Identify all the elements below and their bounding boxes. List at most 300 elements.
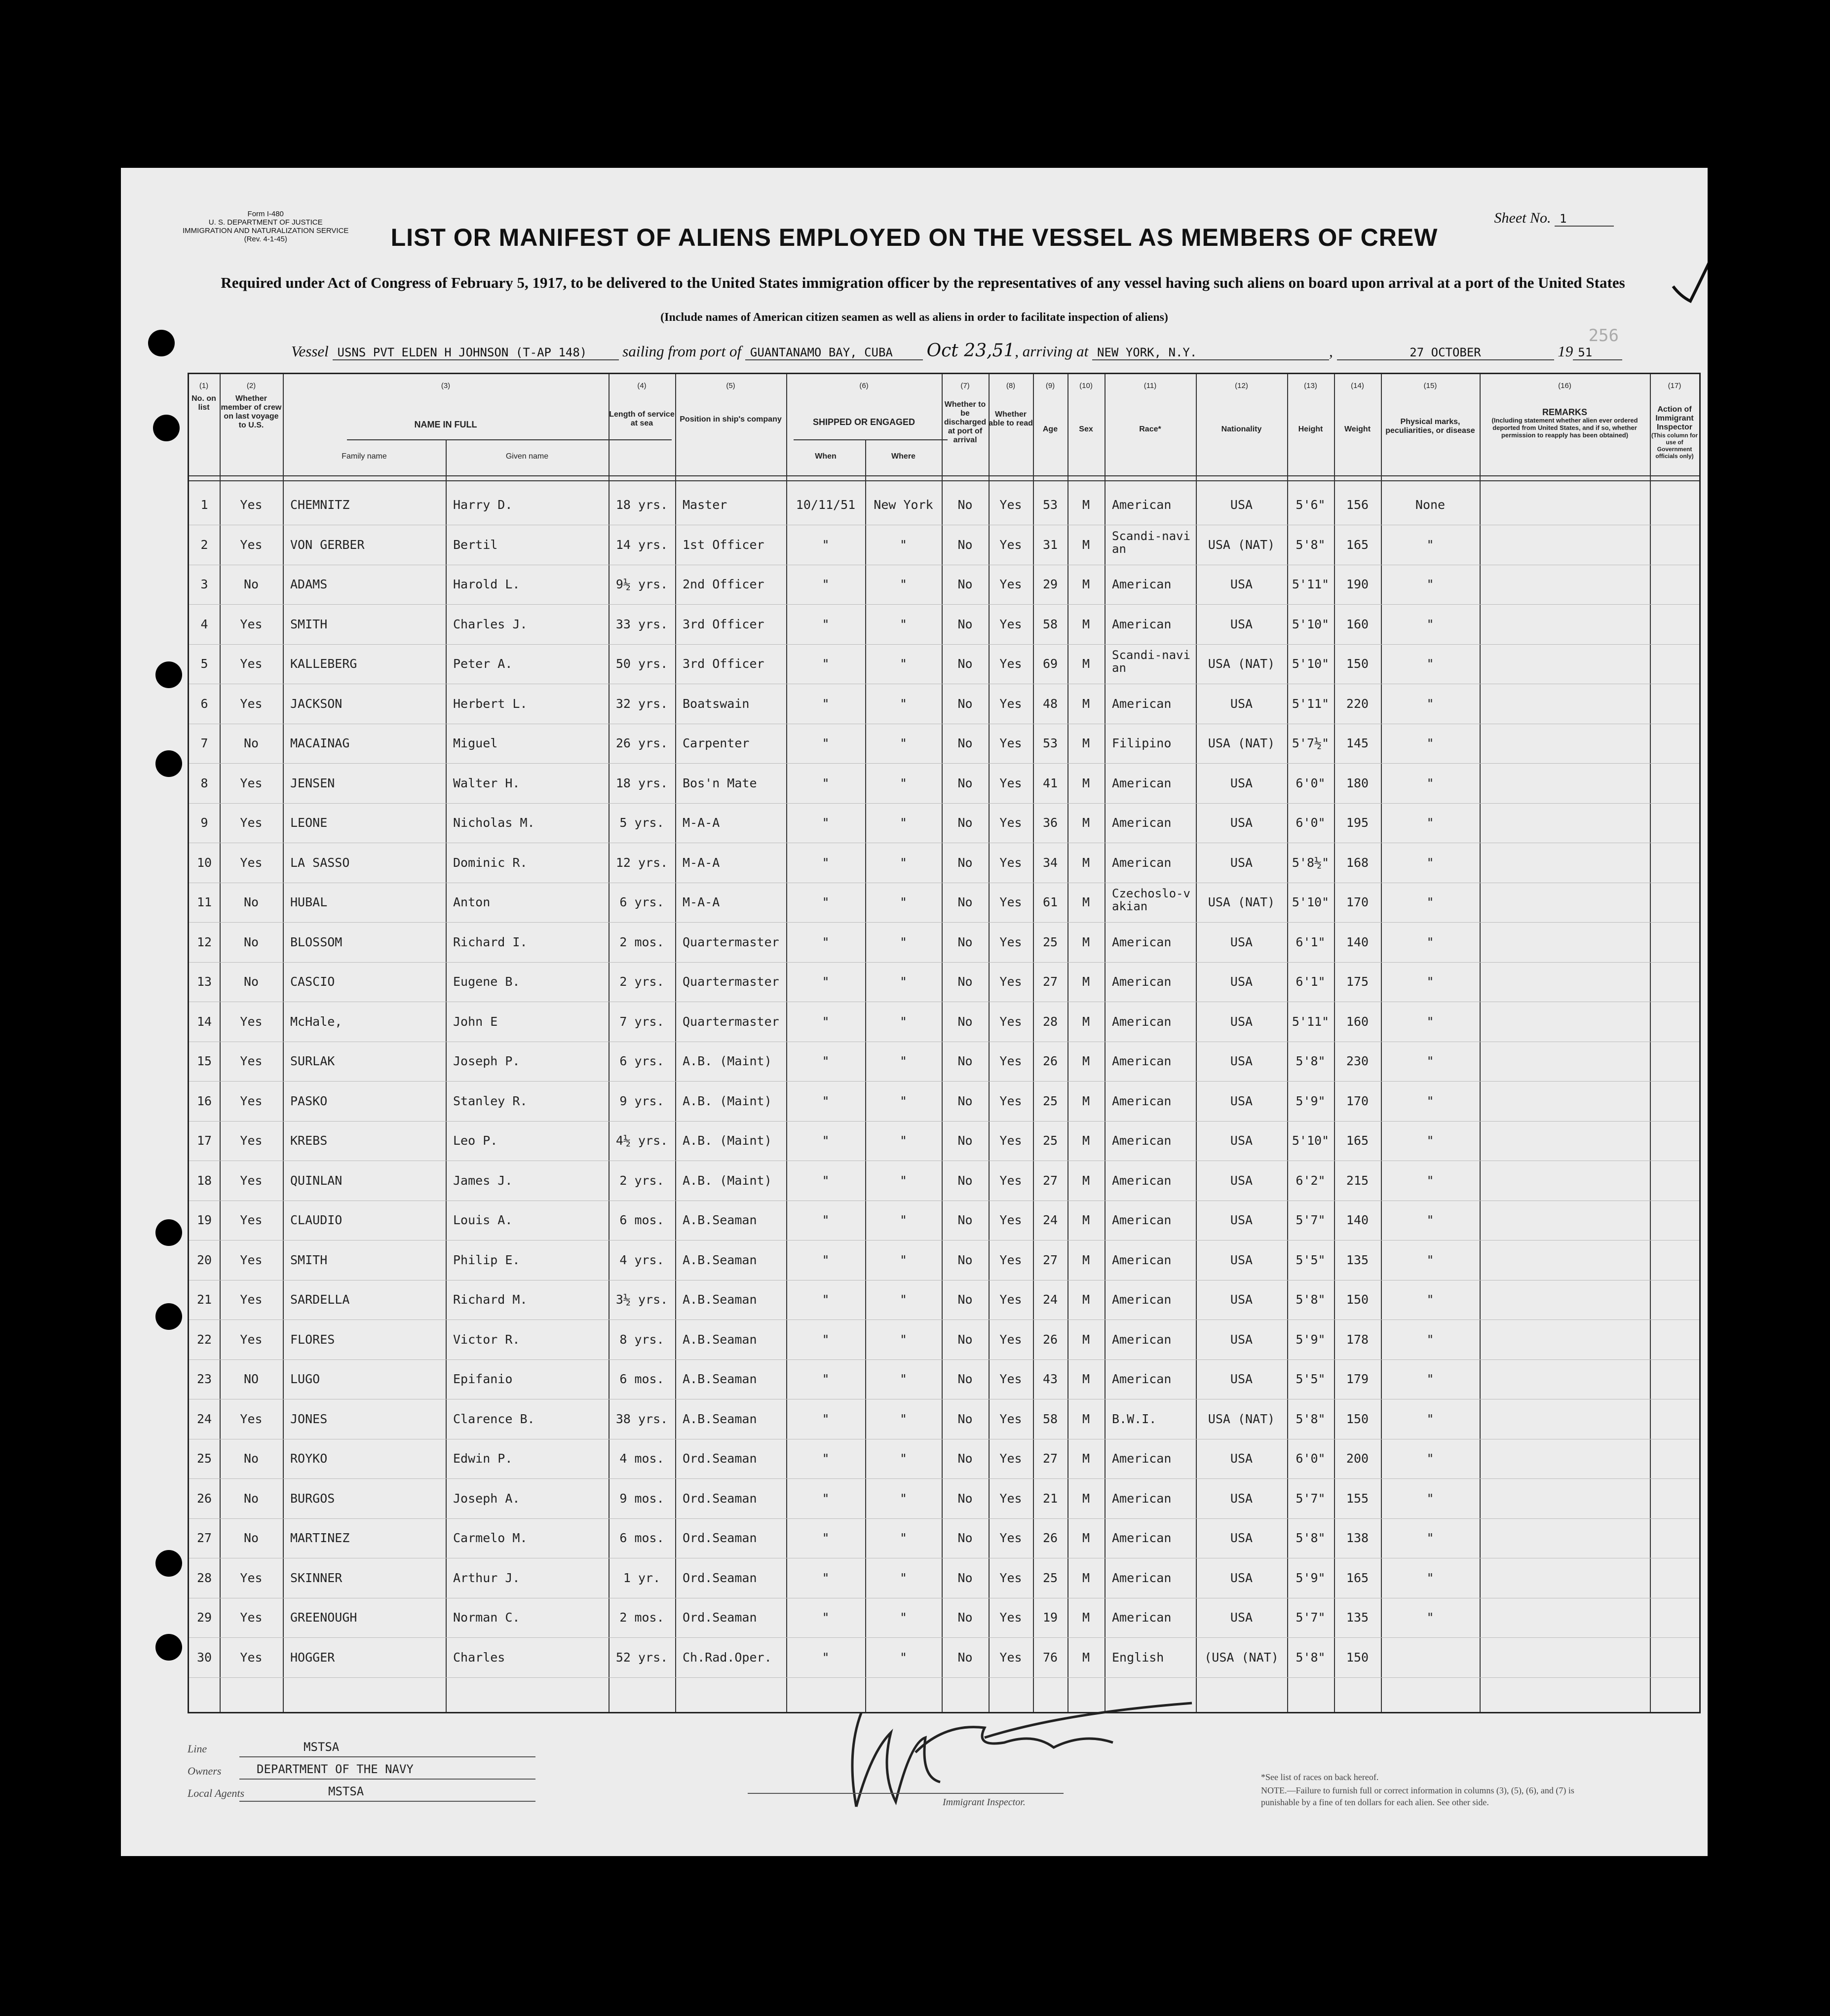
cell-read: Yes (999, 1093, 1022, 1108)
col13-header (1287, 382, 1334, 434)
col4-number: (4) (637, 382, 647, 390)
cell-disch: No (957, 1093, 973, 1108)
cell-read: Yes (999, 1173, 1022, 1188)
cell-when: " (822, 1570, 830, 1585)
cell-no: 7 (200, 736, 208, 750)
row-guide-line (189, 1637, 1699, 1638)
cell-no: 21 (196, 1292, 212, 1307)
cell-age: 25 (1042, 1570, 1058, 1585)
cell-service: 2 mos. (619, 934, 664, 949)
cell-no: 5 (200, 657, 208, 671)
page-stamp: 256 (1588, 326, 1619, 346)
cell-where: " (899, 895, 908, 909)
cell-read: Yes (999, 1570, 1022, 1585)
cell-race: American (1112, 974, 1172, 989)
col4-header (609, 382, 675, 428)
cell-no: 17 (196, 1133, 212, 1148)
column-divider (989, 374, 990, 1712)
cell-position: A.B.Seaman (683, 1372, 757, 1386)
column-divider (1381, 374, 1382, 1712)
cell-prev: No (243, 1531, 259, 1545)
cell-family: MARTINEZ (290, 1531, 350, 1545)
cell-weight: 135 (1346, 1610, 1369, 1625)
cell-no: 25 (196, 1451, 212, 1466)
cell-height: 5'7" (1296, 1491, 1326, 1506)
column-divider (1196, 374, 1197, 1712)
cell-height: 6'0" (1296, 775, 1326, 790)
col5-header (675, 382, 786, 424)
cell-sex: M (1082, 815, 1090, 830)
cell-no: 29 (196, 1610, 212, 1625)
cell-sex: M (1082, 657, 1090, 671)
col14-number: (14) (1351, 382, 1364, 390)
cell-given: Edwin P. (453, 1451, 513, 1466)
col16-number: (16) (1558, 382, 1571, 390)
cell-prev: No (243, 934, 259, 949)
cell-position: 3rd Officer (683, 657, 764, 671)
cell-prev: No (243, 1451, 259, 1466)
cell-age: 58 (1042, 617, 1058, 631)
cell-nat: USA (NAT) (1208, 537, 1275, 552)
cell-position: A.B.Seaman (683, 1292, 757, 1307)
cell-service: 9½ yrs. (615, 577, 668, 591)
cell-height: 5'11" (1292, 577, 1330, 591)
cell-weight: 150 (1346, 1411, 1369, 1426)
cell-family: McHale, (290, 1014, 343, 1029)
cell-no: 8 (200, 775, 208, 790)
cell-family: BLOSSOM (290, 934, 343, 949)
cell-position: M-A-A (683, 815, 720, 830)
cell-where: " (899, 1213, 908, 1227)
cell-when: " (822, 1491, 830, 1506)
cell-prev: Yes (240, 1411, 263, 1426)
cell-read: Yes (999, 1292, 1022, 1307)
col3-label: NAME IN FULL (414, 420, 477, 429)
cell-no: 15 (196, 1054, 212, 1068)
binder-hole-2 (153, 415, 180, 441)
cell-disch: No (957, 1411, 973, 1426)
cell-height: 5'8" (1296, 1650, 1326, 1665)
cell-age: 36 (1042, 815, 1058, 830)
cell-family: ADAMS (290, 577, 328, 591)
col7-number: (7) (960, 382, 970, 390)
cell-nat: USA (1230, 1213, 1253, 1227)
cell-given: Nicholas M. (453, 815, 535, 830)
cell-weight: 178 (1346, 1332, 1369, 1347)
cell-read: Yes (999, 1014, 1022, 1029)
cell-sex: M (1082, 974, 1090, 989)
binder-hole-4 (155, 750, 182, 777)
cell-height: 5'10" (1292, 895, 1330, 909)
cell-read: Yes (999, 1372, 1022, 1386)
cell-family: KREBS (290, 1133, 328, 1148)
agents-label: Local Agents (188, 1787, 245, 1799)
cell-race: B.W.I. (1112, 1411, 1157, 1426)
cell-prev: Yes (240, 1650, 263, 1665)
cell-read: Yes (999, 775, 1022, 790)
cell-prev: Yes (240, 1054, 263, 1068)
cell-given: Charles J. (453, 617, 528, 631)
cell-service: 4 mos. (619, 1451, 664, 1466)
cell-weight: 160 (1346, 1014, 1369, 1029)
cell-service: 4½ yrs. (615, 1133, 668, 1148)
cell-given: Louis A. (453, 1213, 513, 1227)
cell-sex: M (1082, 1650, 1090, 1665)
voyage-line: Vessel USNS PVT ELDEN H JOHNSON (T-AP 148) sailing from port of GUANTANAMO BAY, CUBA Oct 23,51, arriving at NEW YORK, N.Y. , 27 OCTOBER 19 51 (291, 341, 1622, 361)
cell-race: American (1112, 498, 1172, 512)
col5-number: (5) (726, 382, 735, 390)
binder-hole-1 (148, 330, 175, 356)
cell-weight: 170 (1346, 895, 1369, 909)
cell-where: " (899, 1650, 908, 1665)
cell-read: Yes (999, 1252, 1022, 1267)
cell-age: 53 (1042, 736, 1058, 750)
cell-given: Harry D. (453, 498, 513, 512)
cell-where: " (899, 577, 908, 591)
cell-service: 2 mos. (619, 1610, 664, 1625)
cell-marks: " (1426, 1372, 1434, 1386)
cell-position: A.B.Seaman (683, 1411, 757, 1426)
cell-service: 3½ yrs. (615, 1292, 668, 1307)
cell-read: Yes (999, 1213, 1022, 1227)
cell-race: American (1112, 815, 1172, 830)
cell-family: HUBAL (290, 895, 328, 909)
col7-label: Whether to be discharged at port of arrival (944, 400, 987, 444)
cell-race: American (1112, 775, 1172, 790)
cell-given: Bertil (453, 537, 498, 552)
cell-sex: M (1082, 775, 1090, 790)
cell-sex: M (1082, 1292, 1090, 1307)
cell-age: 24 (1042, 1292, 1058, 1307)
cell-weight: 180 (1346, 775, 1369, 790)
cell-given: Herbert L. (453, 696, 528, 711)
cell-position: Ord.Seaman (683, 1531, 757, 1545)
cell-read: Yes (999, 1531, 1022, 1545)
cell-when: " (822, 1451, 830, 1466)
cell-weight: 168 (1346, 855, 1369, 870)
inspector-label: Immigrant Inspector. (943, 1797, 1026, 1808)
cell-prev: Yes (240, 617, 263, 631)
cell-age: 25 (1042, 1093, 1058, 1108)
cell-when: 10/11/51 (796, 498, 856, 512)
cell-position: Master (683, 498, 727, 512)
cell-no: 1 (200, 498, 208, 512)
service-name: IMMIGRATION AND NATURALIZATION SERVICE (183, 227, 349, 235)
cell-where: " (899, 1054, 908, 1068)
col2-label: Whether member of crew on last voyage to U.S. (221, 394, 282, 429)
row-guide-line (189, 962, 1699, 963)
cell-disch: No (957, 736, 973, 750)
binder-hole-6 (155, 1303, 182, 1330)
cell-age: 26 (1042, 1054, 1058, 1068)
year-prefix: 19 (1558, 343, 1573, 360)
cell-where: " (899, 1531, 908, 1545)
cell-nat: USA (1230, 1173, 1253, 1188)
cell-when: " (822, 1650, 830, 1665)
cell-sex: M (1082, 1451, 1090, 1466)
cell-height: 5'8" (1296, 1054, 1326, 1068)
cell-read: Yes (999, 657, 1022, 671)
cell-family: QUINLAN (290, 1173, 343, 1188)
cell-nat: USA (NAT) (1208, 1411, 1275, 1426)
cell-where: " (899, 934, 908, 949)
cell-sex: M (1082, 1093, 1090, 1108)
cell-age: 21 (1042, 1491, 1058, 1506)
cell-age: 69 (1042, 657, 1058, 671)
cell-family: LEONE (290, 815, 328, 830)
shipped-where-header: Where (891, 452, 915, 461)
cell-when: " (822, 1054, 830, 1068)
cell-race: English (1112, 1650, 1164, 1665)
penalty-note: NOTE.—Failure to furnish full or correct information in columns (3), (5), (6), and (7) is punishable by a fine of ten dollars for each alien. See other side. (1261, 1785, 1574, 1807)
cell-disch: No (957, 577, 973, 591)
column-divider (1287, 374, 1288, 1712)
cell-sex: M (1082, 1014, 1090, 1029)
cell-when: " (822, 934, 830, 949)
arrival-date: 27 OCTOBER (1337, 346, 1554, 360)
cell-weight: 190 (1346, 577, 1369, 591)
cell-height: 5'5" (1296, 1372, 1326, 1386)
col17-number: (17) (1668, 382, 1681, 390)
cell-weight: 215 (1346, 1173, 1369, 1188)
cell-nat: USA (1230, 617, 1253, 631)
cell-given: Miguel (453, 736, 498, 750)
cell-weight: 170 (1346, 1093, 1369, 1108)
cell-service: 26 yrs. (615, 736, 668, 750)
cell-weight: 145 (1346, 736, 1369, 750)
cell-disch: No (957, 934, 973, 949)
col2-header (220, 382, 283, 430)
cell-disch: No (957, 657, 973, 671)
cell-marks: None (1415, 498, 1446, 512)
col4-label: Length of service at sea (609, 410, 675, 427)
cell-sex: M (1082, 1491, 1090, 1506)
cell-no: 3 (200, 577, 208, 591)
owners-underline (239, 1779, 535, 1780)
cell-weight: 165 (1346, 1133, 1369, 1148)
cell-nat: USA (1230, 1014, 1253, 1029)
cell-sex: M (1082, 1610, 1090, 1625)
cell-read: Yes (999, 1451, 1022, 1466)
cell-family: SURLAK (290, 1054, 335, 1068)
cell-height: 6'2" (1296, 1173, 1326, 1188)
col1-number: (1) (199, 382, 209, 390)
cell-age: 34 (1042, 855, 1058, 870)
cell-prev: Yes (240, 696, 263, 711)
cell-family: PASKO (290, 1093, 328, 1108)
cell-service: 4 yrs. (619, 1252, 664, 1267)
cell-given: Joseph P. (453, 1054, 520, 1068)
cell-when: " (822, 736, 830, 750)
sailing-date-handwritten: Oct 23,51 (926, 341, 1015, 361)
cell-service: 18 yrs. (615, 775, 668, 790)
cell-read: Yes (999, 895, 1022, 909)
cell-height: 6'1" (1296, 934, 1326, 949)
cell-age: 61 (1042, 895, 1058, 909)
cell-age: 76 (1042, 1650, 1058, 1665)
cell-no: 13 (196, 974, 212, 989)
cell-weight: 155 (1346, 1491, 1369, 1506)
col13-label: Height (1298, 425, 1323, 433)
column-divider (942, 374, 943, 1712)
cell-race: Scandi-navian (1112, 529, 1190, 556)
agents-underline (239, 1801, 535, 1802)
cell-position: M-A-A (683, 895, 720, 909)
cell-height: 5'8" (1296, 1292, 1326, 1307)
cell-disch: No (957, 1451, 973, 1466)
cell-family: JACKSON (290, 696, 343, 711)
cell-read: Yes (999, 1650, 1022, 1665)
cell-race: American (1112, 1531, 1172, 1545)
cell-where: " (899, 1252, 908, 1267)
col12-number: (12) (1235, 382, 1248, 390)
cell-family: SARDELLA (290, 1292, 350, 1307)
cell-where: " (899, 617, 908, 631)
cell-nat: USA (1230, 577, 1253, 591)
cell-disch: No (957, 1332, 973, 1347)
cell-race: American (1112, 1014, 1172, 1029)
cell-where: " (899, 855, 908, 870)
cell-position: 1st Officer (683, 537, 764, 552)
cell-read: Yes (999, 1610, 1022, 1625)
row-guide-line (189, 1518, 1699, 1519)
document-title: LIST OR MANIFEST OF ALIENS EMPLOYED ON THE VESSEL AS MEMBERS OF CREW (390, 224, 1438, 251)
cell-age: 28 (1042, 1014, 1058, 1029)
binder-hole-7 (155, 1550, 182, 1577)
cell-service: 12 yrs. (615, 855, 668, 870)
cell-weight: 195 (1346, 815, 1369, 830)
row-guide-line (189, 1319, 1699, 1320)
cell-position: Boatswain (683, 696, 750, 711)
cell-given: Walter H. (453, 775, 520, 790)
cell-service: 7 yrs. (619, 1014, 664, 1029)
cell-where: " (899, 736, 908, 750)
cell-where: " (899, 775, 908, 790)
cell-race: American (1112, 1054, 1172, 1068)
cell-disch: No (957, 1292, 973, 1307)
cell-given: Peter A. (453, 657, 513, 671)
cell-position: Bos'n Mate (683, 775, 757, 790)
cell-race: American (1112, 1451, 1172, 1466)
cell-nat: USA (1230, 1054, 1253, 1068)
cell-when: " (822, 657, 830, 671)
vessel-label: Vessel (291, 343, 329, 360)
header-bottom-rule-2 (189, 480, 1699, 481)
column-divider (220, 374, 221, 1712)
cell-age: 27 (1042, 1451, 1058, 1466)
cell-marks: " (1426, 895, 1434, 909)
cell-height: 6'0" (1296, 1451, 1326, 1466)
cell-read: Yes (999, 577, 1022, 591)
col6-label: SHIPPED OR ENGAGED (812, 417, 915, 427)
cell-prev: Yes (240, 537, 263, 552)
cell-nat: USA (1230, 1610, 1253, 1625)
shipped-when-header: When (815, 452, 837, 461)
cell-where: " (899, 696, 908, 711)
cell-age: 27 (1042, 1252, 1058, 1267)
cell-race: Czechoslo-vakian (1112, 887, 1190, 913)
cell-age: 19 (1042, 1610, 1058, 1625)
row-guide-line (189, 922, 1699, 923)
col16-sublabel: (Including statement whether alien ever ordered deported from United States, and if so, whether permission to reapply has been obtained) (1491, 417, 1638, 439)
cell-height: 5'7" (1296, 1213, 1326, 1227)
cell-race: Filipino (1112, 736, 1172, 750)
cell-marks: " (1426, 775, 1434, 790)
col14-label: Weight (1344, 425, 1371, 433)
cell-disch: No (957, 895, 973, 909)
row-guide-line (189, 604, 1699, 605)
cell-marks: " (1426, 1451, 1434, 1466)
cell-when: " (822, 1252, 830, 1267)
cell-position: Quartermaster (683, 974, 779, 989)
cell-sex: M (1082, 736, 1090, 750)
cell-family: JENSEN (290, 775, 335, 790)
cell-given: Dominic R. (453, 855, 528, 870)
cell-disch: No (957, 775, 973, 790)
cell-weight: 140 (1346, 934, 1369, 949)
cell-prev: Yes (240, 1133, 263, 1148)
inspector-signature (827, 1693, 1246, 1812)
cell-service: 8 yrs. (619, 1332, 664, 1347)
cell-family: LUGO (290, 1372, 320, 1386)
cell-marks: " (1426, 1531, 1434, 1545)
cell-nat: USA (1230, 934, 1253, 949)
cell-weight: 230 (1346, 1054, 1369, 1068)
cell-prev: Yes (240, 1093, 263, 1108)
cell-no: 12 (196, 934, 212, 949)
cell-position: Ord.Seaman (683, 1570, 757, 1585)
arriving-label: arriving at (1022, 343, 1089, 360)
cell-marks: " (1426, 1173, 1434, 1188)
cell-given: Norman C. (453, 1610, 520, 1625)
cell-height: 5'8" (1296, 537, 1326, 552)
column-divider (1334, 374, 1335, 1712)
cell-position: A.B.Seaman (683, 1332, 757, 1347)
family-name-header: Family name (342, 452, 387, 461)
cell-height: 5'8" (1296, 1531, 1326, 1545)
cell-read: Yes (999, 855, 1022, 870)
name-subheader-rule (347, 439, 672, 440)
col3-number: (3) (441, 382, 451, 390)
cell-height: 5'9" (1296, 1093, 1326, 1108)
cell-marks: " (1426, 617, 1434, 631)
cell-position: M-A-A (683, 855, 720, 870)
cell-nat: USA (1230, 1531, 1253, 1545)
cell-family: ROYKO (290, 1451, 328, 1466)
cell-sex: M (1082, 1411, 1090, 1426)
cell-height: 5'6" (1296, 498, 1326, 512)
cell-weight: 140 (1346, 1213, 1369, 1227)
cell-given: Richard M. (453, 1292, 528, 1307)
document-subtitle: Required under Act of Congress of February 5, 1917, to be delivered to the United States immigration officer by the representatives of any vessel having such aliens on board upon arrival at a port of the United States (221, 274, 1625, 291)
cell-age: 26 (1042, 1531, 1058, 1545)
cell-when: " (822, 1610, 830, 1625)
revision-date: (Rev. 4-1-45) (244, 235, 287, 243)
cell-read: Yes (999, 974, 1022, 989)
line-value: MSTSA (304, 1740, 340, 1754)
col1-header (189, 382, 219, 412)
cell-sex: M (1082, 1133, 1090, 1148)
sheet-label: Sheet No. (1494, 210, 1551, 226)
cell-given: James J. (453, 1173, 513, 1188)
cell-no: 4 (200, 617, 208, 631)
cell-weight: 165 (1346, 1570, 1369, 1585)
cell-disch: No (957, 498, 973, 512)
cell-nat: USA (1230, 1372, 1253, 1386)
cell-disch: No (957, 617, 973, 631)
cell-weight: 165 (1346, 537, 1369, 552)
line-label: Line (188, 1743, 207, 1755)
